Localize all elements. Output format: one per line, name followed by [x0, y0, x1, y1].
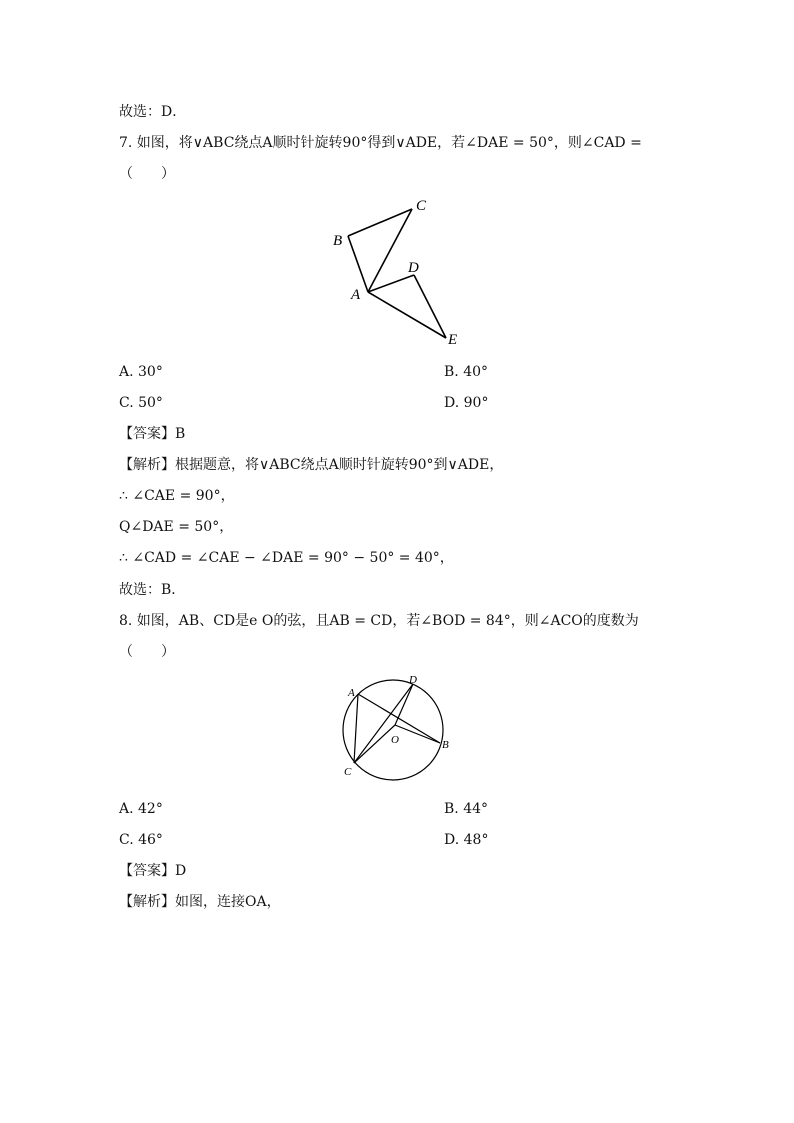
- point-label-b: B: [333, 233, 343, 249]
- q8-figure: [334, 670, 464, 790]
- q8-option-c: C. 46°: [119, 832, 163, 848]
- q7-option-d: D. 90°: [444, 395, 489, 411]
- q8-stem: 8. 如图，AB、CD是e O的弦，且AB = CD，若∠BOD = 84°，则∠ACO的度数为: [119, 613, 639, 629]
- point-label-c: C: [416, 198, 427, 214]
- q8-option-b: B. 44°: [444, 801, 489, 817]
- q7-paren: （ ）: [119, 166, 175, 182]
- q7-conclusion: 故选：B．: [119, 582, 186, 598]
- point-label-d: D: [408, 260, 419, 276]
- point-label-c: C: [344, 766, 352, 778]
- q8-option-a: A. 42°: [119, 801, 163, 817]
- q7-step-1: ∴ ∠CAE = 90°，: [119, 488, 235, 504]
- segment-co: [354, 725, 395, 763]
- q7-option-b: B. 40°: [444, 364, 489, 380]
- q7-answer: 【答案】B: [119, 426, 186, 442]
- q7-option-a: A. 30°: [119, 364, 163, 380]
- chord-cd: [354, 684, 413, 763]
- q8-analysis: 【解析】如图，连接OA，: [119, 894, 281, 910]
- point-label-d: D: [409, 674, 417, 686]
- point-label-a: A: [348, 687, 355, 699]
- q8-option-d: D. 48°: [444, 832, 489, 848]
- point-label-o: O: [391, 734, 399, 746]
- q7-option-c: C. 50°: [119, 395, 163, 411]
- q8-paren: （ ）: [119, 644, 175, 660]
- q7-step-2: Q∠DAE = 50°，: [119, 519, 234, 535]
- segment-ob: [395, 725, 440, 743]
- q7-stem: 7. 如图，将∨ABC绕点A顺时针旋转90°得到∨ADE，若∠DAE = 50°，则∠CAD =: [119, 135, 642, 151]
- line-guxuan-d: 故选：D．: [119, 104, 187, 120]
- q7-figure: [320, 188, 480, 358]
- segment-ab: [348, 236, 368, 292]
- point-label-e: E: [448, 332, 458, 348]
- q7-analysis: 【解析】根据题意，将∨ABC绕点A顺时针旋转90°到∨ADE，: [119, 457, 504, 473]
- segment-ca: [368, 209, 412, 292]
- segment-bc: [348, 209, 412, 236]
- chord-ab: [358, 694, 440, 743]
- point-label-a: A: [351, 287, 361, 303]
- q8-answer: 【答案】D: [119, 863, 187, 879]
- segment-ac: [354, 694, 358, 763]
- q7-step-3: ∴ ∠CAD = ∠CAE − ∠DAE = 90° − 50° = 40°，: [119, 550, 454, 566]
- point-label-b: B: [442, 739, 449, 751]
